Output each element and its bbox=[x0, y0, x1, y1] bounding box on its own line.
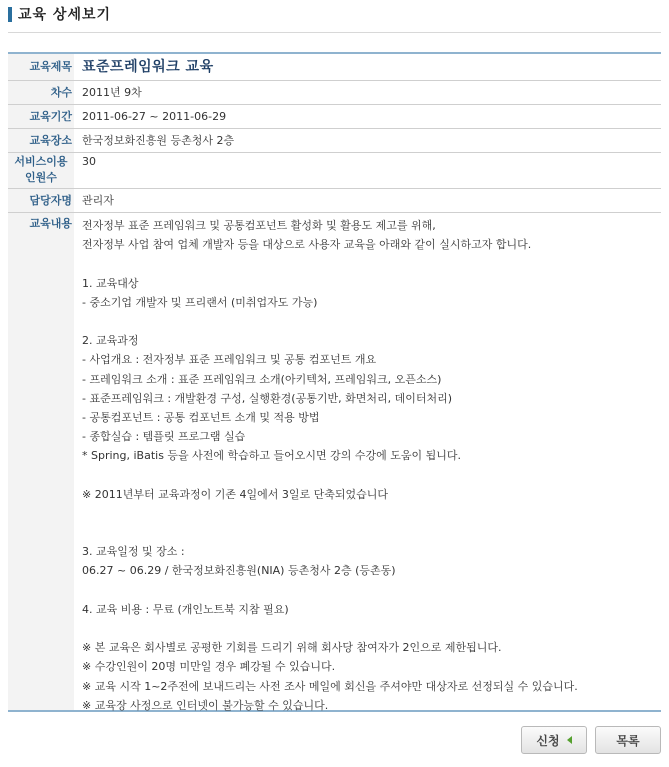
content-line bbox=[82, 581, 661, 600]
content-line: 2. 교육과정 bbox=[82, 334, 139, 348]
content-line: - 종합실습 : 템플릿 프로그램 실습 bbox=[82, 430, 246, 444]
label-title: 교육제목 bbox=[8, 54, 74, 80]
label-capacity-line1: 서비스이용 bbox=[14, 155, 68, 168]
value-place: 한국정보화진흥원 등촌청사 2층 bbox=[82, 134, 235, 147]
page-header bbox=[8, 4, 111, 24]
apply-button-label: 신청 bbox=[536, 733, 560, 748]
content-line: 전자정부 사업 참여 업체 개발자 등을 대상으로 사용자 교육을 아래와 같이 실시하고자 합니다. bbox=[82, 238, 532, 252]
value-title: 표준프레임워크 교육 bbox=[82, 59, 214, 75]
title-marker-icon bbox=[8, 7, 12, 22]
content-line: - 표준프레임워크 : 개발환경 구성, 실행환경(공통기반, 화면처리, 데이터처리) bbox=[82, 391, 453, 405]
label-capacity bbox=[8, 153, 74, 188]
content-line: 1. 교육대상 bbox=[82, 276, 139, 290]
value-period: 2011-06-27 ~ 2011-06-29 bbox=[82, 110, 227, 123]
label-round: 차수 bbox=[8, 81, 74, 104]
arrow-left-icon bbox=[567, 736, 572, 744]
page-title: 교육 상세보기 bbox=[18, 7, 112, 23]
content-line: - 공통컴포넌트 : 공통 컴포넌트 소개 및 적용 방법 bbox=[82, 410, 320, 424]
content-line bbox=[82, 312, 661, 331]
list-button[interactable] bbox=[595, 726, 661, 754]
content-line bbox=[82, 619, 661, 638]
content-line: ※ 본 교육은 회사별로 공평한 기회를 드리기 위해 회사당 참여자가 2인으로 제한됩니다. bbox=[82, 641, 502, 655]
content-line: 06.27 ~ 06.29 / 한국정보화진흥원(NIA) 등촌청사 2층 (등촌동) bbox=[82, 564, 396, 578]
label-content: 교육내용 bbox=[8, 213, 74, 710]
content-line: - 프레임워크 소개 : 표준 프레임워크 소개(아키텍처, 프레임워크, 오픈소스) bbox=[82, 372, 442, 386]
content-line: 전자정부 표준 프레임워크 및 공통컴포넌트 활성화 및 활용도 제고를 위해, bbox=[82, 219, 436, 232]
label-capacity-line2: 인원수 bbox=[25, 171, 57, 184]
content-line: ※ 2011년부터 교육과정이 기존 4일에서 3일로 단축되었습니다 bbox=[82, 487, 388, 501]
label-manager: 담당자명 bbox=[8, 189, 74, 212]
education-detail-table bbox=[8, 52, 661, 712]
content-line: - 중소기업 개발자 및 프리랜서 (미취업자도 가능) bbox=[82, 295, 318, 309]
content-line bbox=[82, 465, 661, 484]
title-divider bbox=[8, 32, 661, 33]
content-line: 4. 교육 비용 : 무료 (개인노트북 지참 필요) bbox=[82, 602, 289, 616]
row-capacity bbox=[8, 153, 661, 189]
value-manager: 관리자 bbox=[82, 194, 114, 207]
content-line bbox=[82, 504, 661, 523]
row-period bbox=[8, 105, 661, 129]
value-round: 2011년 9차 bbox=[82, 86, 142, 99]
value-capacity: 30 bbox=[82, 155, 96, 168]
content-line: 3. 교육일정 및 장소 : bbox=[82, 545, 185, 559]
value-content bbox=[74, 213, 661, 710]
row-content bbox=[8, 213, 661, 712]
content-line: - 사업개요 : 전자정부 표준 프레임워크 및 공통 컴포넌트 개요 bbox=[82, 353, 377, 367]
content-line bbox=[82, 254, 661, 273]
content-line: ※ 교육장 사정으로 인터넷이 불가능할 수 있습니다. bbox=[82, 698, 329, 712]
content-line: ※ 교육 시작 1~2주전에 보내드리는 사전 조사 메일에 회신을 주셔야만 대상자로 선정되실 수 있습니다. bbox=[82, 679, 578, 693]
list-button-label: 목록 bbox=[616, 733, 640, 748]
row-manager bbox=[8, 189, 661, 213]
content-line: * Spring, iBatis 등을 사전에 학습하고 들어오시면 강의 수강에 도움이 됩니다. bbox=[82, 449, 462, 463]
row-round bbox=[8, 81, 661, 105]
label-period: 교육기간 bbox=[8, 105, 74, 128]
content-line: ※ 수강인원이 20명 미만일 경우 폐강될 수 있습니다. bbox=[82, 660, 336, 674]
row-place bbox=[8, 129, 661, 153]
row-title bbox=[8, 54, 661, 81]
label-place: 교육장소 bbox=[8, 129, 74, 152]
content-line bbox=[82, 523, 661, 542]
apply-button[interactable] bbox=[521, 726, 587, 754]
